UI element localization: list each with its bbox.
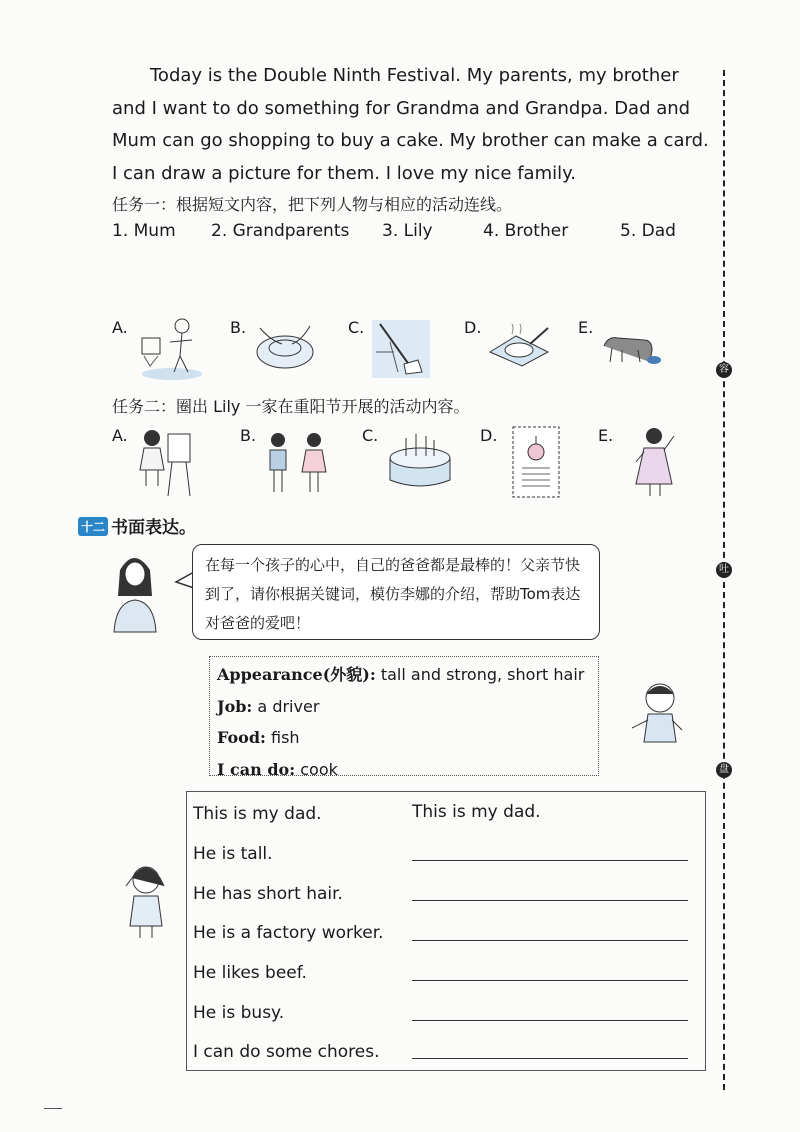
washing-dishes-illustration	[252, 318, 318, 376]
option-label-c: C.	[362, 426, 379, 445]
answer-line-5[interactable]	[412, 980, 688, 981]
answer-line-2[interactable]	[412, 860, 688, 861]
activity-label-e: E.	[578, 318, 594, 337]
activity-label-b: B.	[230, 318, 247, 337]
reading-passage	[112, 60, 712, 190]
answer-first-line: This is my dad.	[412, 802, 541, 822]
teacher-speech-bubble: 在每一个孩子的心中，自己的爸爸都是最棒的！父亲节快到了，请你根据关键词，模仿李娜的介绍，帮助Tom表达对爸爸的爱吧！	[192, 544, 600, 640]
model-line-1: This is my dad.	[193, 804, 322, 824]
person-mum: 1. Mum	[112, 221, 176, 241]
greeting-card-illustration	[510, 424, 562, 500]
keyword-job: Job: a driver	[217, 696, 320, 716]
person-dad: 5. Dad	[620, 221, 676, 241]
model-line-3: He has short hair.	[193, 884, 343, 904]
model-line-5: He likes beef.	[193, 963, 307, 983]
person-brother: 4. Brother	[483, 221, 569, 241]
sweeping-floor-illustration	[370, 318, 432, 380]
section-heading	[78, 513, 196, 538]
answer-line-4[interactable]	[412, 940, 688, 941]
section-title: 书面表达。	[111, 518, 197, 538]
model-line-4: He is a factory worker.	[193, 923, 384, 943]
children-talking-illustration	[262, 428, 334, 498]
model-line-7: I can do some chores.	[193, 1042, 380, 1062]
activity-label-c: C.	[348, 318, 365, 337]
keyword-food: Food: fish	[217, 728, 300, 747]
task1-instruction: 任务一：根据短文内容，把下列人物与相应的活动连线。	[112, 195, 513, 214]
option-label-a: A.	[112, 426, 128, 445]
girl-lina-illustration	[118, 862, 174, 942]
binding-dashed-line	[723, 70, 725, 1090]
cooking-pan-illustration	[486, 322, 552, 368]
answer-line-6[interactable]	[412, 1020, 688, 1021]
keyword-appearance: Appearance(外貌): tall and strong, short hair	[217, 665, 585, 684]
writing-answer-box	[186, 791, 706, 1071]
binding-mark-2: 吐	[716, 562, 732, 578]
feeding-dog-illustration	[598, 328, 662, 368]
option-label-e: E.	[598, 426, 614, 445]
answer-line-7[interactable]	[412, 1058, 688, 1059]
binding-mark-3: 盘	[716, 762, 732, 778]
option-label-b: B.	[240, 426, 257, 445]
task2-instruction: 任务二：圈出 Lily 一家在重阳节开展的活动内容。	[112, 397, 470, 416]
model-line-2: He is tall.	[193, 844, 273, 864]
watering-plants-illustration	[134, 316, 204, 382]
person-lily: 3. Lily	[382, 221, 433, 241]
birthday-cake-illustration	[384, 430, 456, 492]
keywords-box	[209, 656, 599, 779]
keyword-ability: I can do: cook	[217, 759, 338, 779]
model-line-6: He is busy.	[193, 1003, 285, 1023]
footer-mark	[44, 1108, 62, 1109]
section-number-badge: 十二	[78, 517, 108, 536]
girl-dancing-illustration	[630, 424, 680, 500]
binding-mark-1: 容	[716, 362, 732, 378]
teacher-illustration	[106, 548, 164, 634]
activity-label-d: D.	[464, 318, 482, 337]
activity-label-a: A.	[112, 318, 128, 337]
option-label-d: D.	[480, 426, 498, 445]
person-grandparents: 2. Grandparents	[211, 221, 350, 241]
passage-text: Today is the Double Ninth Festival. My parents, my brother and I want to do something for Grandma and Grandpa. Dad and Mum can go shopping to buy a cake. My brother can make a card. I can draw a picture for them. I love my nice family.	[112, 65, 709, 184]
girl-painting-illustration	[134, 424, 198, 500]
boy-tom-illustration	[626, 680, 688, 756]
answer-line-3[interactable]	[412, 900, 688, 901]
